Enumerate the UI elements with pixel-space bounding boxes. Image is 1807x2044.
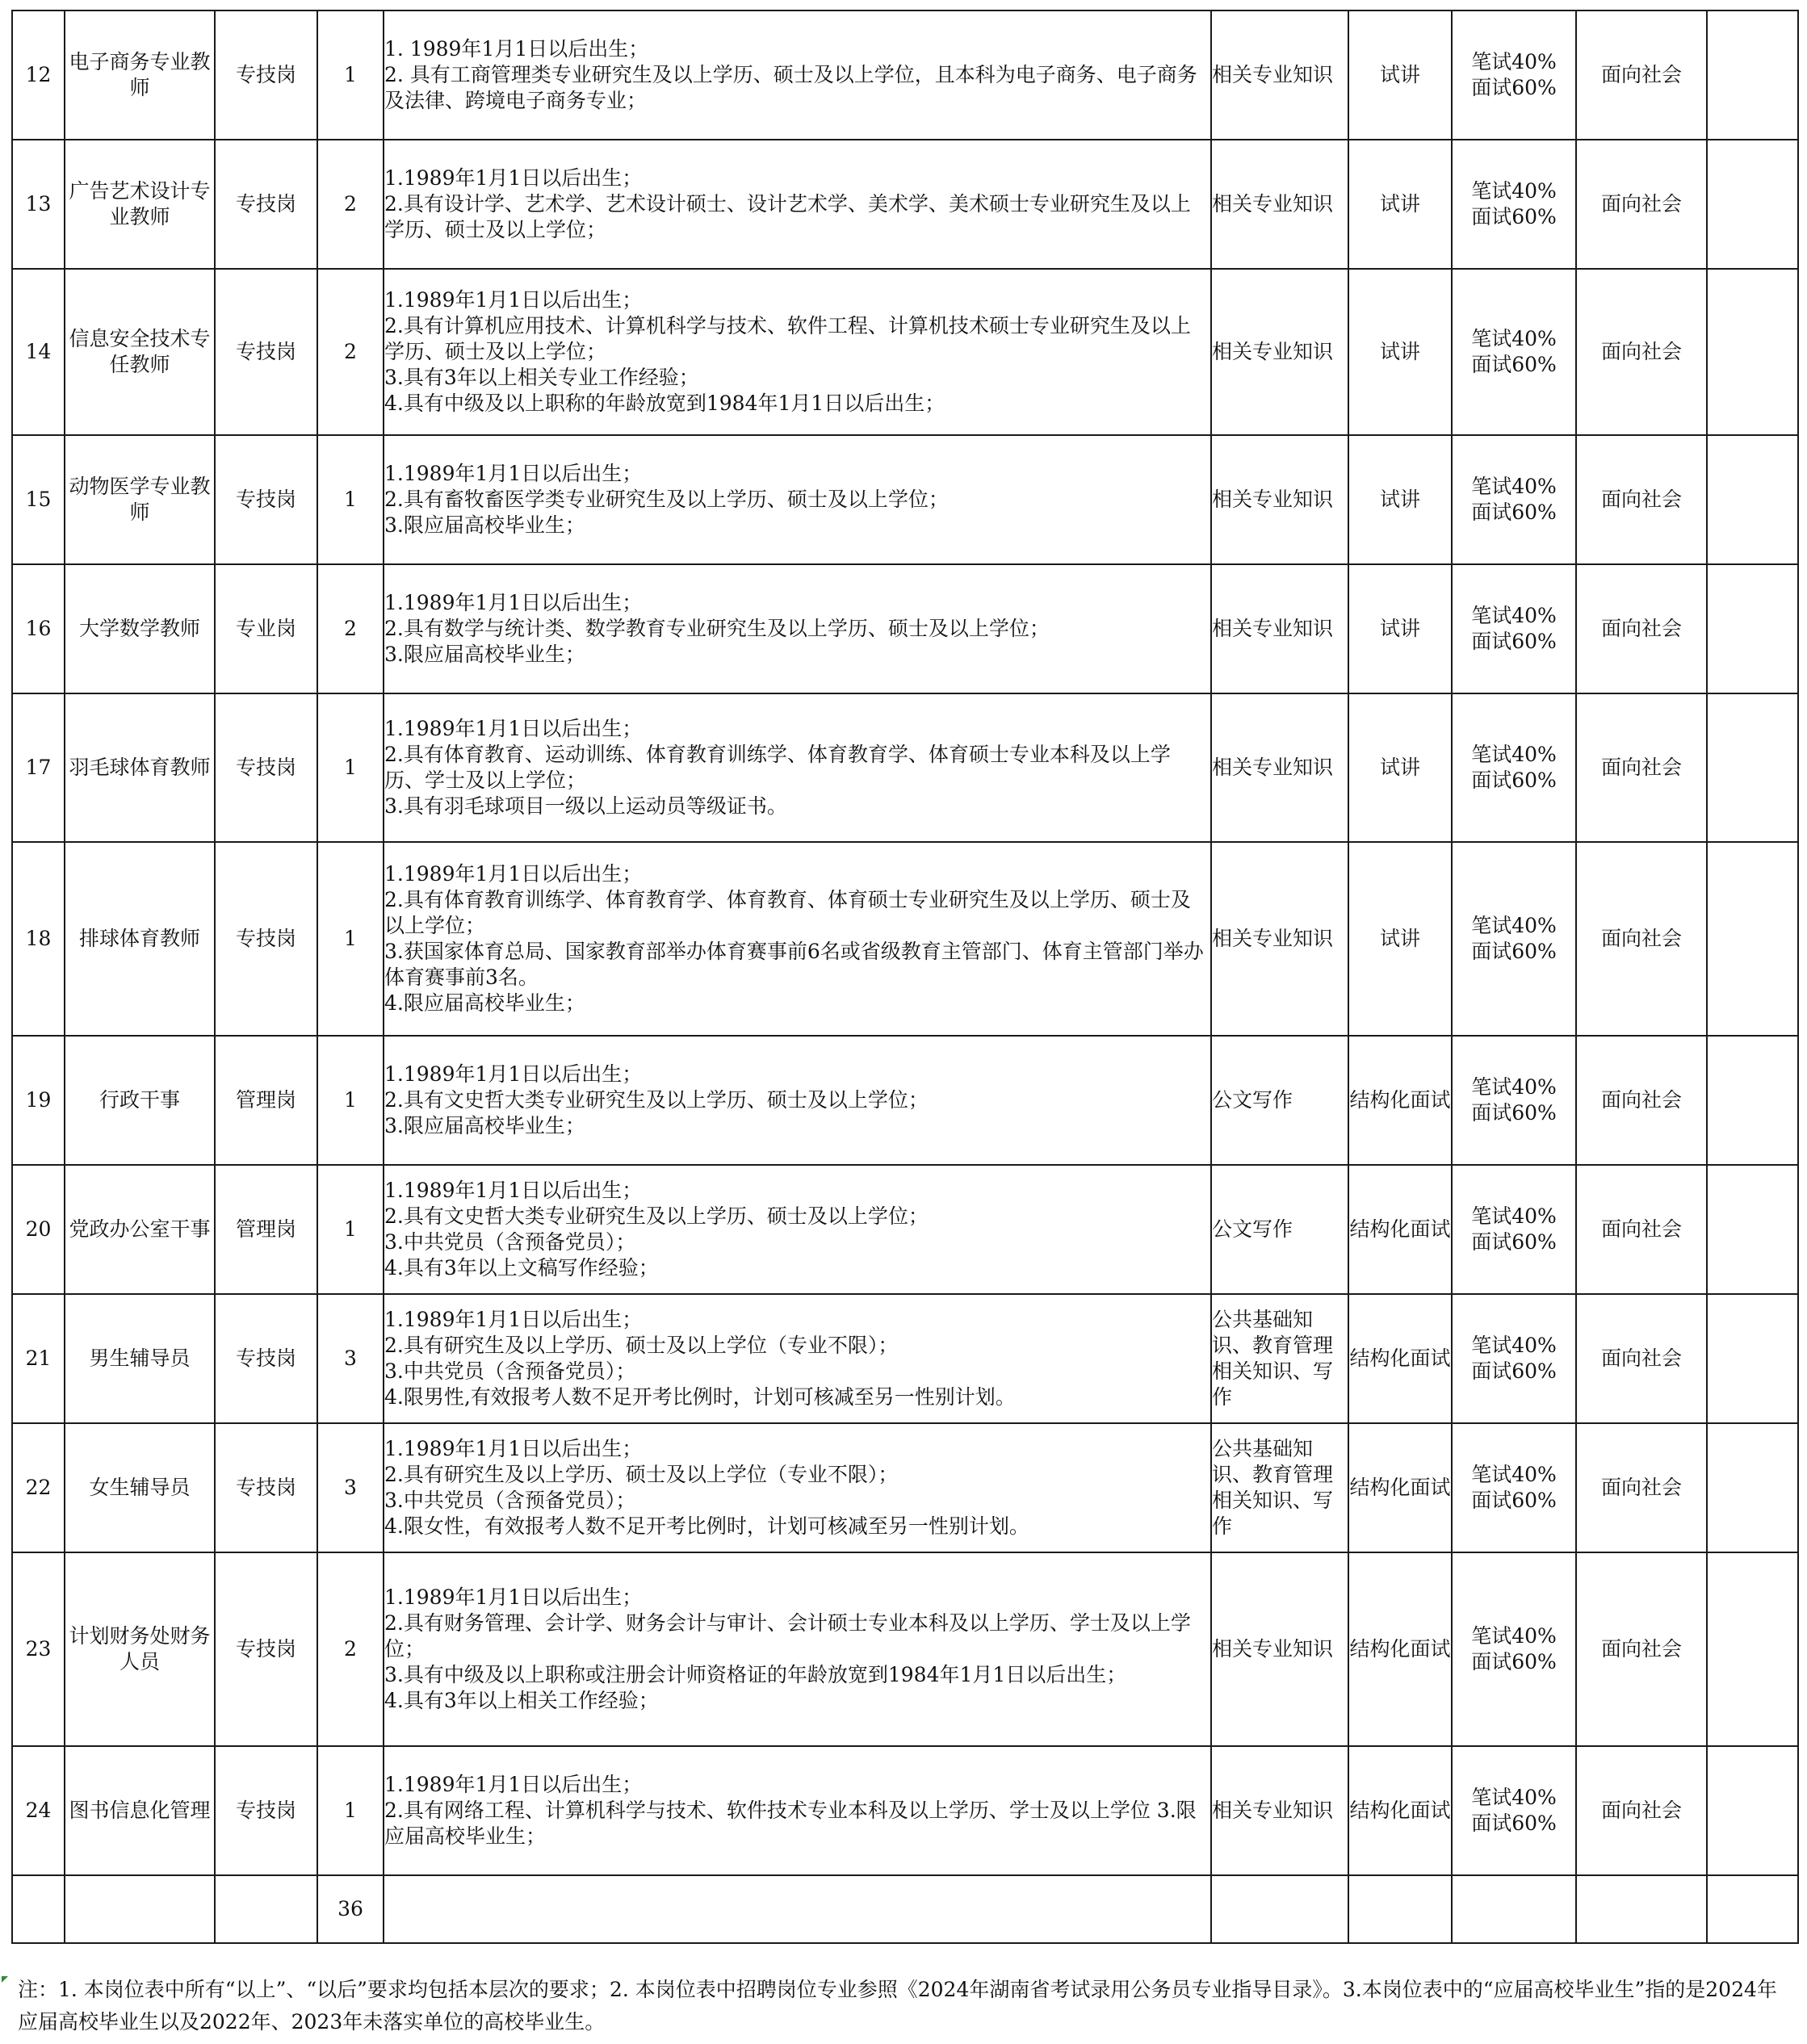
requirement-line: 2.具有体育教育训练学、体育教育学、体育教育、体育硕士专业研究生及以上学历、硕士及以上学位； xyxy=(384,888,1191,937)
score-ratio xyxy=(1452,10,1576,140)
written-exam: 相关专业知识 xyxy=(1211,1552,1348,1746)
recruit-target: 面向社会 xyxy=(1576,1746,1707,1875)
table-row xyxy=(12,1423,1798,1552)
recruit-target: 面向社会 xyxy=(1576,10,1707,140)
total-count: 36 xyxy=(317,1875,384,1943)
recruit-target: 面向社会 xyxy=(1576,1036,1707,1165)
requirements-cell xyxy=(384,1294,1211,1423)
requirement-line: 2.具有文史哲大类专业研究生及以上学历、硕士及以上学位； xyxy=(384,1088,929,1112)
score-ratio-line: 面试60% xyxy=(1471,76,1557,99)
score-ratio xyxy=(1452,1552,1576,1746)
requirements-cell xyxy=(384,140,1211,269)
score-ratio xyxy=(1452,140,1576,269)
score-ratio-line: 笔试40% xyxy=(1471,179,1557,203)
score-ratio-line: 面试60% xyxy=(1471,1812,1557,1835)
remark xyxy=(1707,435,1798,564)
score-ratio-line: 面试60% xyxy=(1471,1101,1557,1125)
score-ratio xyxy=(1452,1036,1576,1165)
score-ratio-line: 笔试40% xyxy=(1471,327,1557,350)
requirement-line: 1.1989年1月1日以后出生； xyxy=(384,1308,643,1331)
table-row xyxy=(12,564,1798,693)
score-ratio-line: 面试60% xyxy=(1471,1489,1557,1512)
requirement-line: 3.获国家体育总局、国家教育部举办体育赛事前6名或省级教育主管部门、体育主管部门举办体育赛事前3名。 xyxy=(384,940,1204,989)
table-row xyxy=(12,269,1798,435)
empty-cell xyxy=(1576,1875,1707,1943)
empty-cell xyxy=(12,1875,65,1943)
row-number: 17 xyxy=(12,693,65,842)
empty-cell xyxy=(65,1875,215,1943)
score-ratio-line: 笔试40% xyxy=(1471,475,1557,498)
position-count: 2 xyxy=(317,269,384,435)
requirement-line: 1.1989年1月1日以后出生； xyxy=(384,462,643,485)
requirements-cell xyxy=(384,1036,1211,1165)
recruit-target: 面向社会 xyxy=(1576,564,1707,693)
requirement-line: 2.具有研究生及以上学历、硕士及以上学位（专业不限）； xyxy=(384,1463,899,1486)
row-number: 20 xyxy=(12,1165,65,1294)
position-name: 图书信息化管理 xyxy=(65,1746,215,1875)
interview-format: 结构化面试 xyxy=(1348,1036,1452,1165)
remark xyxy=(1707,10,1798,140)
row-number: 12 xyxy=(12,10,65,140)
position-name: 信息安全技术专任教师 xyxy=(65,269,215,435)
requirement-line: 3.中共党员（含预备党员）； xyxy=(384,1230,636,1254)
table-row xyxy=(12,1294,1798,1423)
interview-format: 结构化面试 xyxy=(1348,1294,1452,1423)
position-name: 计划财务处财务人员 xyxy=(65,1552,215,1746)
written-exam: 公文写作 xyxy=(1211,1036,1348,1165)
position-count: 1 xyxy=(317,435,384,564)
remark xyxy=(1707,140,1798,269)
row-number: 24 xyxy=(12,1746,65,1875)
position-name: 党政办公室干事 xyxy=(65,1165,215,1294)
position-type: 专技岗 xyxy=(215,1423,317,1552)
remark xyxy=(1707,1552,1798,1746)
written-exam: 相关专业知识 xyxy=(1211,1746,1348,1875)
row-number: 16 xyxy=(12,564,65,693)
score-ratio-line: 面试60% xyxy=(1471,1650,1557,1673)
requirements-cell xyxy=(384,269,1211,435)
position-count: 1 xyxy=(317,693,384,842)
requirement-line: 2.具有研究生及以上学历、硕士及以上学位（专业不限）； xyxy=(384,1334,899,1357)
table-row xyxy=(12,842,1798,1036)
written-exam: 公共基础知识、教育管理相关知识、写作 xyxy=(1211,1423,1348,1552)
position-count: 1 xyxy=(317,1036,384,1165)
requirements-cell xyxy=(384,1423,1211,1552)
remark xyxy=(1707,1294,1798,1423)
requirement-line: 3.具有中级及以上职称或注册会计师资格证的年龄放宽到1984年1月1日以后出生； xyxy=(384,1663,1127,1686)
position-type: 专技岗 xyxy=(215,435,317,564)
row-number: 15 xyxy=(12,435,65,564)
written-exam: 公文写作 xyxy=(1211,1165,1348,1294)
interview-format: 结构化面试 xyxy=(1348,1552,1452,1746)
score-ratio-line: 面试60% xyxy=(1471,1230,1557,1254)
requirement-line: 3.中共党员（含预备党员）； xyxy=(384,1489,636,1512)
row-number: 19 xyxy=(12,1036,65,1165)
interview-format: 试讲 xyxy=(1348,693,1452,842)
score-ratio-line: 笔试40% xyxy=(1471,1204,1557,1228)
interview-format: 结构化面试 xyxy=(1348,1746,1452,1875)
empty-cell xyxy=(384,1875,1211,1943)
recruit-target: 面向社会 xyxy=(1576,1423,1707,1552)
position-count: 1 xyxy=(317,1165,384,1294)
empty-cell xyxy=(1452,1875,1576,1943)
row-number: 23 xyxy=(12,1552,65,1746)
recruit-target: 面向社会 xyxy=(1576,435,1707,564)
remark xyxy=(1707,842,1798,1036)
score-ratio xyxy=(1452,435,1576,564)
row-number: 22 xyxy=(12,1423,65,1552)
table-row xyxy=(12,140,1798,269)
empty-cell xyxy=(215,1875,317,1943)
recruit-target: 面向社会 xyxy=(1576,140,1707,269)
score-ratio-line: 笔试40% xyxy=(1471,743,1557,766)
table-row xyxy=(12,1036,1798,1165)
cell-marker-icon xyxy=(2,1976,8,1983)
requirement-line: 1.1989年1月1日以后出生； xyxy=(384,717,643,740)
position-name: 羽毛球体育教师 xyxy=(65,693,215,842)
position-name: 大学数学教师 xyxy=(65,564,215,693)
score-ratio-line: 面试60% xyxy=(1471,769,1557,792)
total-row xyxy=(12,1875,1798,1943)
position-type: 专技岗 xyxy=(215,1746,317,1875)
score-ratio-line: 面试60% xyxy=(1471,940,1557,963)
requirement-line: 1.1989年1月1日以后出生； xyxy=(384,1773,643,1796)
empty-cell xyxy=(1707,1875,1798,1943)
score-ratio xyxy=(1452,1423,1576,1552)
position-type: 专技岗 xyxy=(215,10,317,140)
requirement-line: 2.具有体育教育、运动训练、体育教育训练学、体育教育学、体育硕士专业本科及以上学历、学士及以上学位； xyxy=(384,743,1171,792)
position-count: 1 xyxy=(317,842,384,1036)
position-count: 3 xyxy=(317,1423,384,1552)
score-ratio xyxy=(1452,1746,1576,1875)
score-ratio xyxy=(1452,693,1576,842)
requirement-line: 1.1989年1月1日以后出生； xyxy=(384,166,643,190)
requirement-line: 4.限男性,有效报考人数不足开考比例时，计划可核减至另一性别计划。 xyxy=(384,1385,1016,1409)
recruit-target: 面向社会 xyxy=(1576,1294,1707,1423)
requirement-line: 1.1989年1月1日以后出生； xyxy=(384,1585,643,1609)
recruit-target: 面向社会 xyxy=(1576,1552,1707,1746)
written-exam: 相关专业知识 xyxy=(1211,693,1348,842)
position-type: 管理岗 xyxy=(215,1036,317,1165)
empty-cell xyxy=(1348,1875,1452,1943)
table-row xyxy=(12,1552,1798,1746)
interview-format: 试讲 xyxy=(1348,435,1452,564)
remark xyxy=(1707,1746,1798,1875)
requirement-line: 2.具有网络工程、计算机科学与技术、软件技术专业本科及以上学历、学士及以上学位 3.限应届高校毕业生； xyxy=(384,1799,1197,1848)
remark xyxy=(1707,1036,1798,1165)
requirement-line: 3.具有3年以上相关专业工作经验； xyxy=(384,366,699,389)
requirement-line: 4.具有中级及以上职称的年龄放宽到1984年1月1日以后出生； xyxy=(384,392,945,415)
recruit-target: 面向社会 xyxy=(1576,269,1707,435)
score-ratio xyxy=(1452,564,1576,693)
position-type: 专技岗 xyxy=(215,1294,317,1423)
interview-format: 试讲 xyxy=(1348,842,1452,1036)
position-type: 管理岗 xyxy=(215,1165,317,1294)
requirement-line: 1.1989年1月1日以后出生； xyxy=(384,1062,643,1086)
requirement-line: 2.具有畜牧畜医学类专业研究生及以上学历、硕士及以上学位； xyxy=(384,488,949,511)
position-type: 专技岗 xyxy=(215,269,317,435)
score-ratio-line: 笔试40% xyxy=(1471,1075,1557,1099)
score-ratio-line: 笔试40% xyxy=(1471,914,1557,937)
written-exam: 相关专业知识 xyxy=(1211,564,1348,693)
row-number: 14 xyxy=(12,269,65,435)
requirement-line: 1. 1989年1月1日以后出生； xyxy=(384,37,649,61)
position-count: 3 xyxy=(317,1294,384,1423)
row-number: 18 xyxy=(12,842,65,1036)
recruit-target: 面向社会 xyxy=(1576,842,1707,1036)
requirement-line: 4.具有3年以上文稿写作经验； xyxy=(384,1256,659,1280)
table-body xyxy=(12,10,1798,1943)
position-name: 男生辅导员 xyxy=(65,1294,215,1423)
interview-format: 试讲 xyxy=(1348,140,1452,269)
row-number: 21 xyxy=(12,1294,65,1423)
interview-format: 试讲 xyxy=(1348,10,1452,140)
score-ratio xyxy=(1452,1165,1576,1294)
table-row xyxy=(12,435,1798,564)
interview-format: 试讲 xyxy=(1348,564,1452,693)
position-name: 女生辅导员 xyxy=(65,1423,215,1552)
requirement-line: 1.1989年1月1日以后出生； xyxy=(384,1179,643,1202)
requirements-cell xyxy=(384,1165,1211,1294)
score-ratio-line: 笔试40% xyxy=(1471,50,1557,73)
requirements-cell xyxy=(384,435,1211,564)
requirement-line: 3.限应届高校毕业生； xyxy=(384,513,585,537)
remark xyxy=(1707,269,1798,435)
position-type: 专技岗 xyxy=(215,842,317,1036)
written-exam: 公共基础知识、教育管理相关知识、写作 xyxy=(1211,1294,1348,1423)
position-type: 专技岗 xyxy=(215,140,317,269)
footnote: 注：1. 本岗位表中所有“以上”、“以后”要求均包括本层次的要求；2. 本岗位表中招聘岗位专业参照《2024年湖南省考试录用公务员专业指导目录》。3.本岗位表中的“应届高校毕业生”指的是2024年应届高校毕业生以及2022年、2023年未落实单位的高校毕业生。 xyxy=(18,1978,1777,2034)
score-ratio xyxy=(1452,842,1576,1036)
requirement-line: 1.1989年1月1日以后出生； xyxy=(384,591,643,614)
requirement-line: 4.限应届高校毕业生； xyxy=(384,991,585,1015)
position-name: 广告艺术设计专业教师 xyxy=(65,140,215,269)
empty-cell xyxy=(1211,1875,1348,1943)
written-exam: 相关专业知识 xyxy=(1211,140,1348,269)
requirement-line: 3.中共党员（含预备党员）； xyxy=(384,1359,636,1383)
requirement-line: 4.限女性，有效报考人数不足开考比例时，计划可核减至另一性别计划。 xyxy=(384,1514,1029,1538)
position-count: 1 xyxy=(317,1746,384,1875)
position-type: 专技岗 xyxy=(215,1552,317,1746)
table-row xyxy=(12,1746,1798,1875)
written-exam: 相关专业知识 xyxy=(1211,269,1348,435)
remark xyxy=(1707,693,1798,842)
requirement-line: 2. 具有工商管理类专业研究生及以上学历、硕士及以上学位，且本科为电子商务、电子商务及法律、跨境电子商务专业； xyxy=(384,63,1197,112)
interview-format: 试讲 xyxy=(1348,269,1452,435)
requirement-line: 2.具有设计学、艺术学、艺术设计硕士、设计艺术学、美术学、美术硕士专业研究生及以上学历、硕士及以上学位； xyxy=(384,192,1191,241)
position-name: 行政干事 xyxy=(65,1036,215,1165)
score-ratio-line: 笔试40% xyxy=(1471,1463,1557,1486)
requirement-line: 2.具有文史哲大类专业研究生及以上学历、硕士及以上学位； xyxy=(384,1204,929,1228)
table-row xyxy=(12,1165,1798,1294)
requirement-line: 1.1989年1月1日以后出生； xyxy=(384,862,643,886)
position-count: 1 xyxy=(317,10,384,140)
recruit-target: 面向社会 xyxy=(1576,693,1707,842)
score-ratio xyxy=(1452,1294,1576,1423)
remark xyxy=(1707,564,1798,693)
score-ratio-line: 笔试40% xyxy=(1471,1624,1557,1648)
score-ratio-line: 笔试40% xyxy=(1471,604,1557,627)
requirements-cell xyxy=(384,1552,1211,1746)
requirements-cell xyxy=(384,1746,1211,1875)
recruit-target: 面向社会 xyxy=(1576,1165,1707,1294)
score-ratio-line: 面试60% xyxy=(1471,1359,1557,1383)
table-row xyxy=(12,10,1798,140)
score-ratio-line: 面试60% xyxy=(1471,205,1557,228)
score-ratio-line: 面试60% xyxy=(1471,630,1557,653)
requirements-cell xyxy=(384,693,1211,842)
position-name: 排球体育教师 xyxy=(65,842,215,1036)
requirement-line: 3.限应届高校毕业生； xyxy=(384,1114,585,1137)
score-ratio-line: 笔试40% xyxy=(1471,1786,1557,1809)
requirement-line: 1.1989年1月1日以后出生； xyxy=(384,1437,643,1460)
requirement-line: 4.具有3年以上相关工作经验； xyxy=(384,1689,659,1712)
interview-format: 结构化面试 xyxy=(1348,1423,1452,1552)
requirement-line: 1.1989年1月1日以后出生； xyxy=(384,288,643,312)
requirement-line: 2.具有数学与统计类、数学教育专业研究生及以上学历、硕士及以上学位； xyxy=(384,617,1050,640)
position-count: 2 xyxy=(317,140,384,269)
recruitment-table xyxy=(11,10,1799,1944)
requirement-line: 3.限应届高校毕业生； xyxy=(384,643,585,666)
remark xyxy=(1707,1165,1798,1294)
position-type: 专技岗 xyxy=(215,693,317,842)
written-exam: 相关专业知识 xyxy=(1211,435,1348,564)
requirement-line: 3.具有羽毛球项目一级以上运动员等级证书。 xyxy=(384,794,787,818)
position-type: 专业岗 xyxy=(215,564,317,693)
requirements-cell xyxy=(384,10,1211,140)
requirements-cell xyxy=(384,564,1211,693)
score-ratio-line: 笔试40% xyxy=(1471,1334,1557,1357)
position-count: 2 xyxy=(317,564,384,693)
remark xyxy=(1707,1423,1798,1552)
score-ratio-line: 面试60% xyxy=(1471,501,1557,524)
score-ratio xyxy=(1452,269,1576,435)
requirement-line: 2.具有计算机应用技术、计算机科学与技术、软件工程、计算机技术硕士专业研究生及以上学历、硕士及以上学位； xyxy=(384,314,1191,363)
position-name: 电子商务专业教师 xyxy=(65,10,215,140)
position-count: 2 xyxy=(317,1552,384,1746)
position-name: 动物医学专业教师 xyxy=(65,435,215,564)
written-exam: 相关专业知识 xyxy=(1211,842,1348,1036)
score-ratio-line: 面试60% xyxy=(1471,353,1557,376)
row-number: 13 xyxy=(12,140,65,269)
requirement-line: 2.具有财务管理、会计学、财务会计与审计、会计硕士专业本科及以上学历、学士及以上学位； xyxy=(384,1611,1191,1661)
written-exam: 相关专业知识 xyxy=(1211,10,1348,140)
table-row xyxy=(12,693,1798,842)
interview-format: 结构化面试 xyxy=(1348,1165,1452,1294)
requirements-cell xyxy=(384,842,1211,1036)
